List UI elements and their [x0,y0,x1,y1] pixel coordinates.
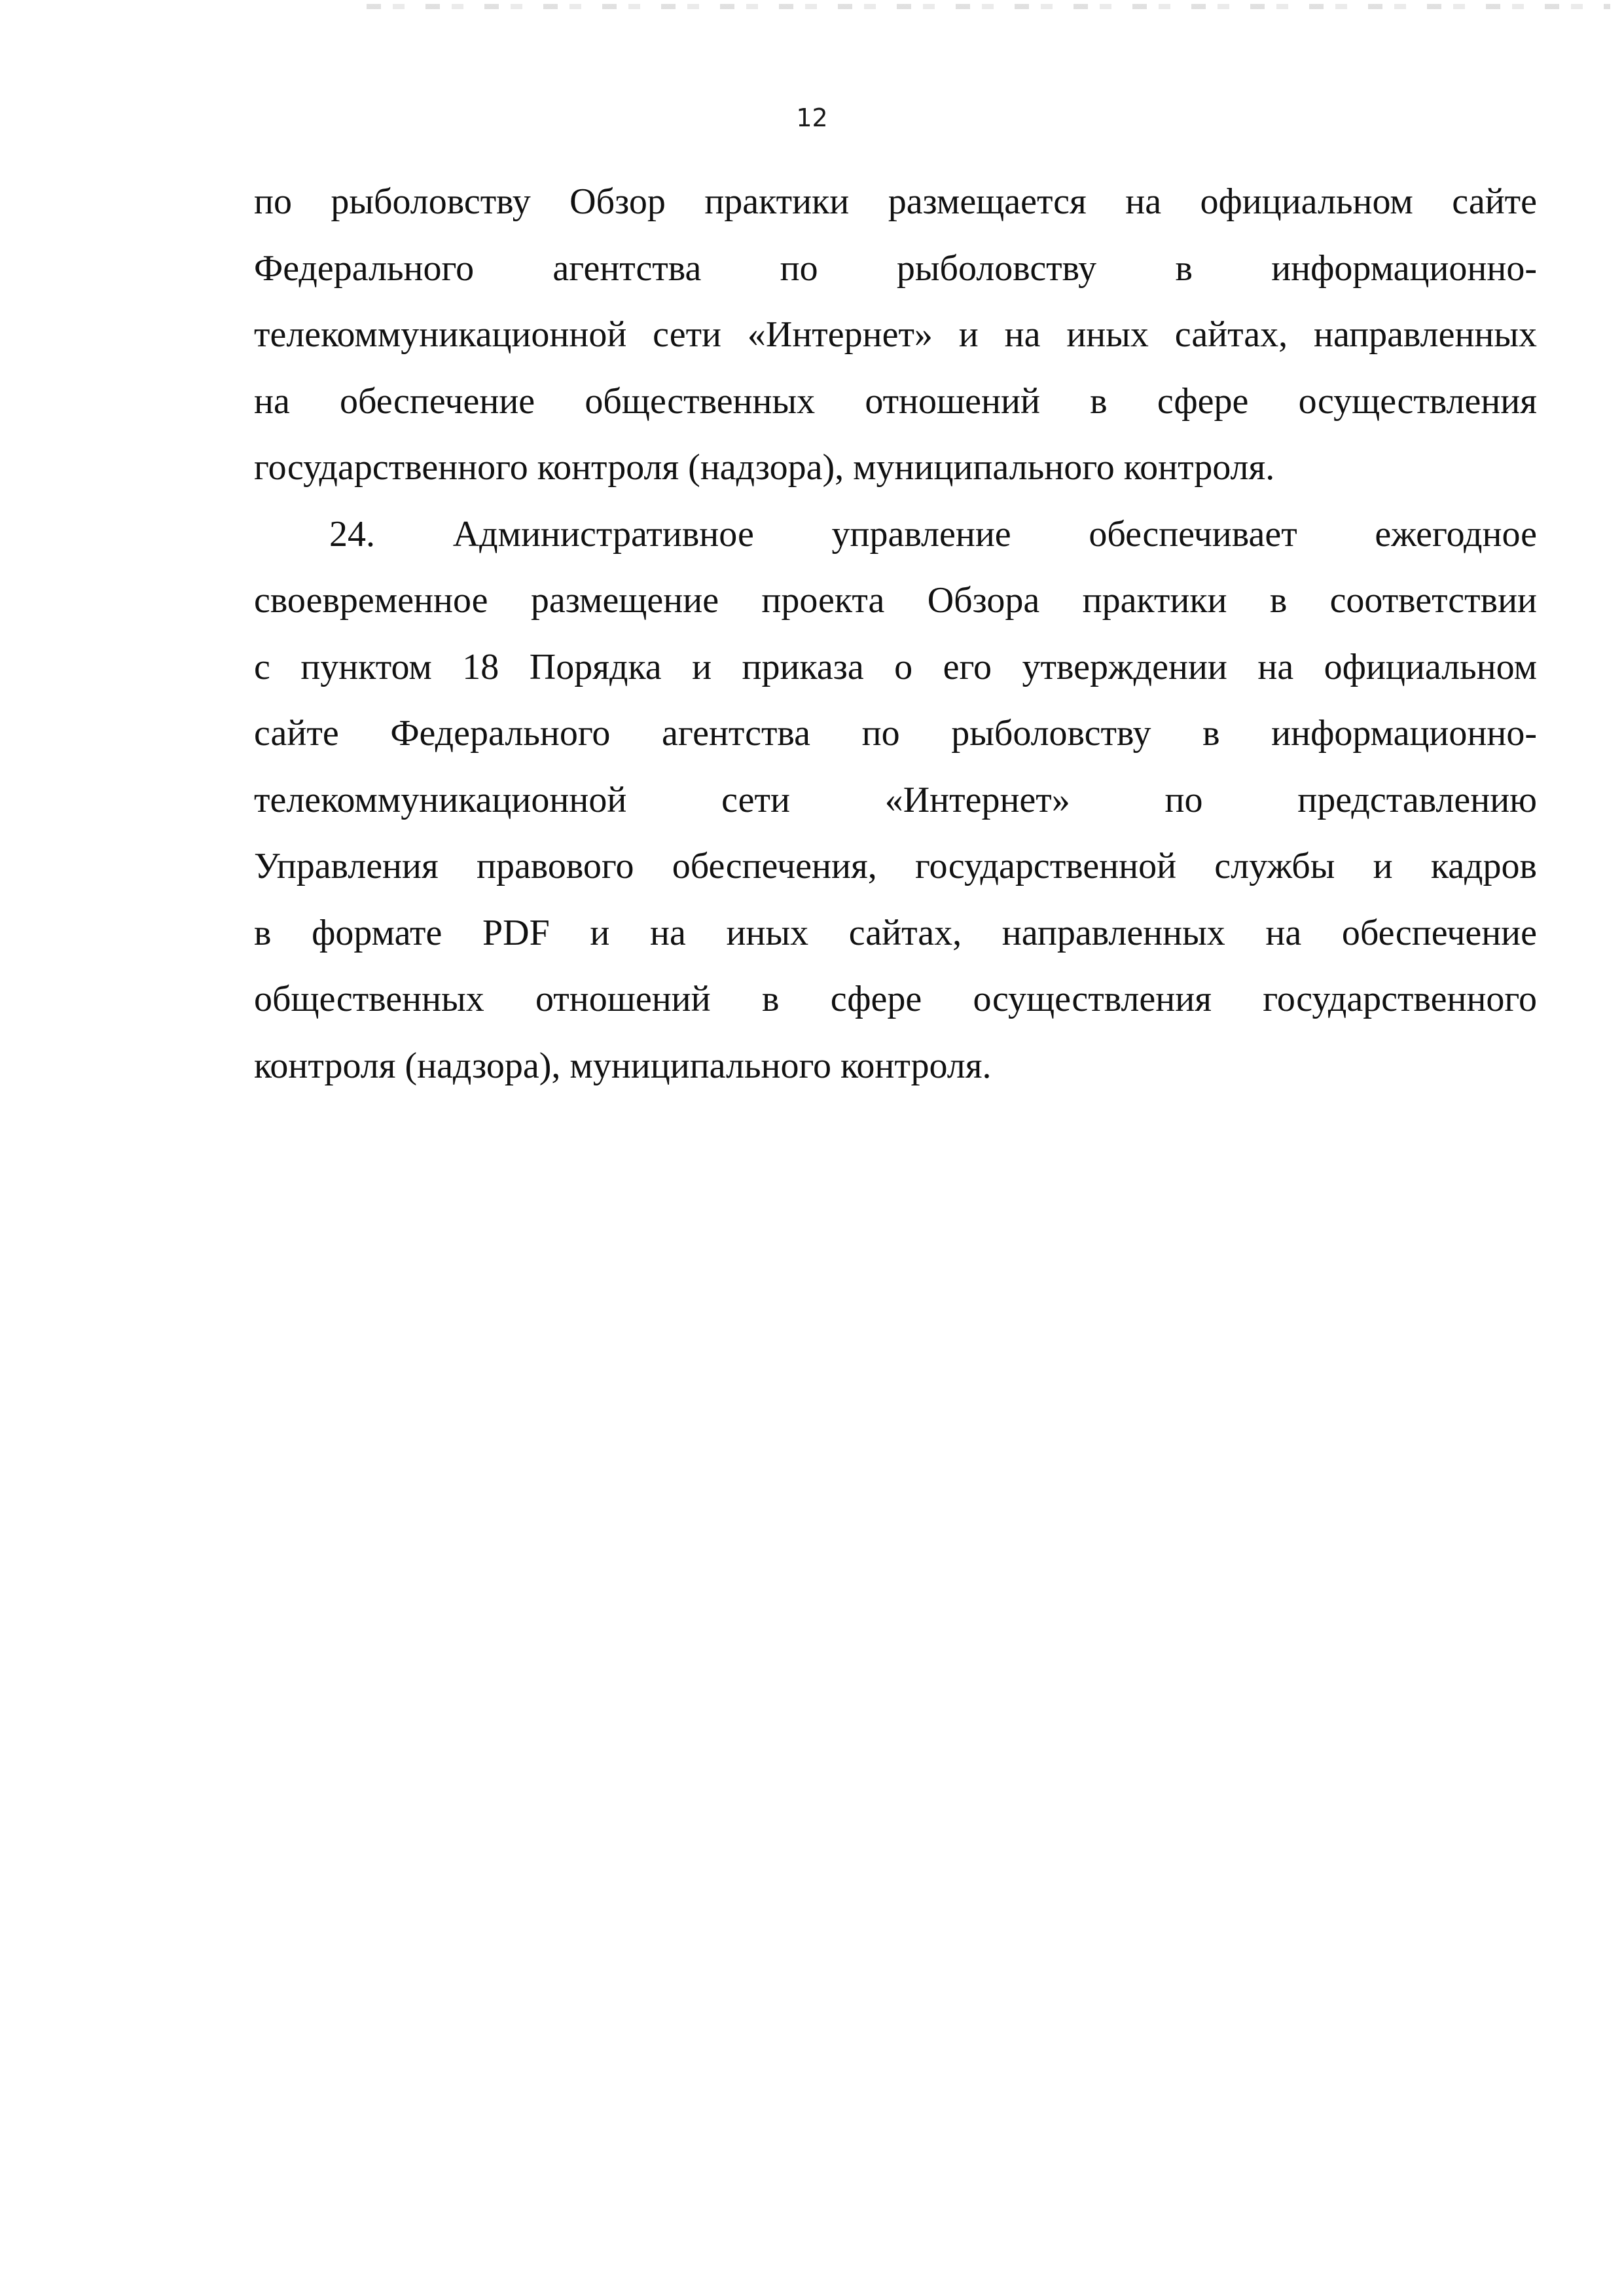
paragraph-line: по рыболовству Обзор практики размещается на официальном сайте [254,181,1537,222]
body-text [254,169,1537,1099]
scan-edge-artifact [367,4,1610,9]
paragraph-line: государственного контроля (надзора), муниципального контроля. [254,447,1275,488]
page-number: 12 [796,103,828,132]
paragraph-line: контроля (надзора), муниципального контроля. [254,1045,992,1086]
paragraph-line: общественных отношений в сфере осуществления государственного [254,979,1537,1019]
paragraph-1 [254,169,1537,501]
paragraph-line: своевременное размещение проекта Обзора практики в соответствии [254,580,1537,621]
paragraph-line: телекоммуникационной сети «Интернет» и на иных сайтах, направленных [254,314,1537,355]
paragraph-line: сайте Федерального агентства по рыболовству в информационно- [254,713,1537,754]
paragraph-line: на обеспечение общественных отношений в сфере осуществления [254,380,1537,422]
paragraph-line: 24. Административное управление обеспечивает ежегодное [329,513,1537,555]
paragraph-line: в формате PDF и на иных сайтах, направленных на обеспечение [254,912,1537,953]
paragraph-line: Управления правового обеспечения, государственной службы и кадров [254,846,1537,886]
paragraph-line: с пунктом 18 Порядка и приказа о его утверждении на официальном [254,646,1537,687]
paragraph-line: телекоммуникационной сети «Интернет» по представлению [254,779,1537,820]
paragraph-24 [254,501,1537,1100]
paragraph-line: Федерального агентства по рыболовству в информационно- [254,247,1537,289]
